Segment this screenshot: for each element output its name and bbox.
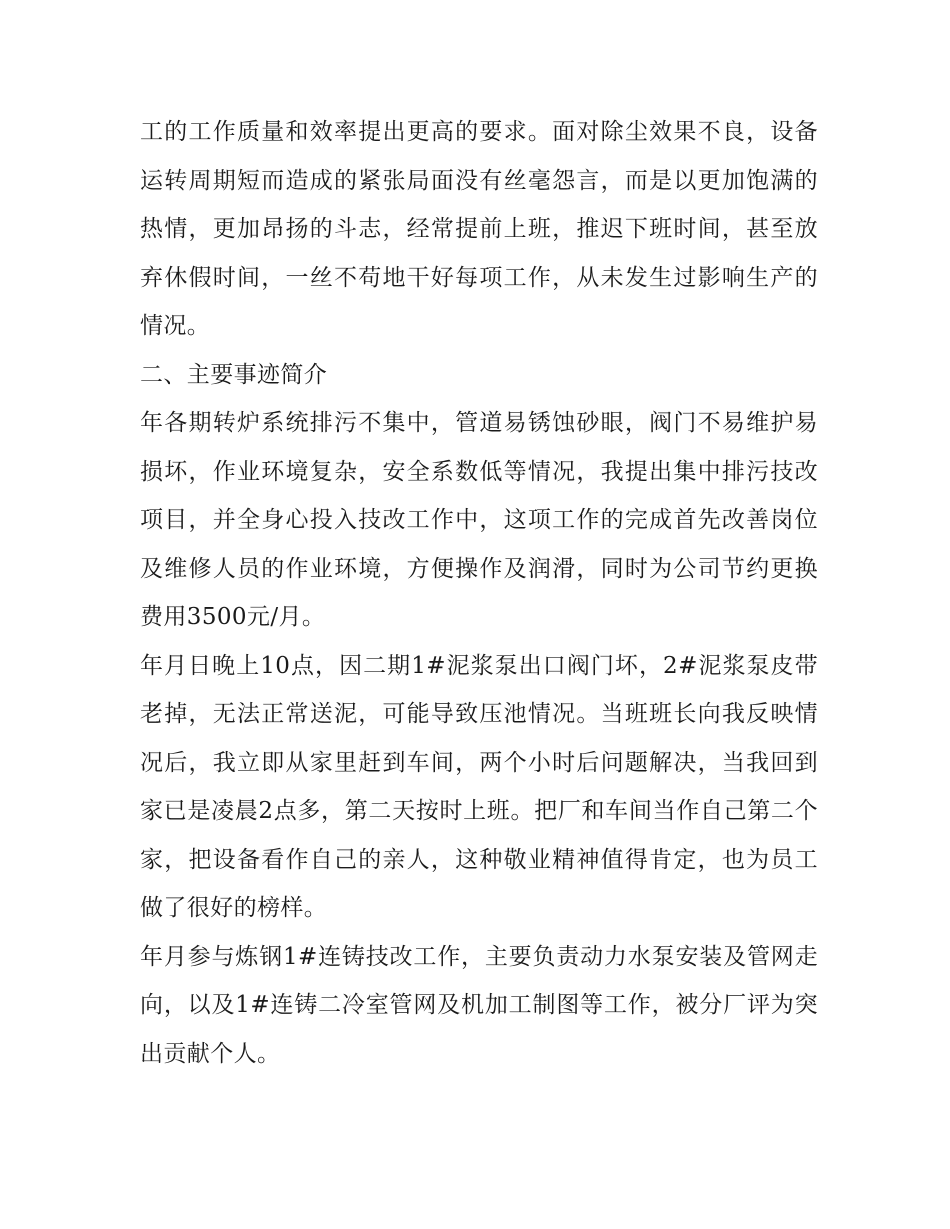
paragraph-work-attitude: 工的工作质量和效率提出更高的要求。面对除尘效果不良，设备运转周期短而造成的紧张局面没有丝毫怨言，而是以更加饱满的热情，更加昂扬的斗志，经常提前上班，推迟下班时间，甚至放弃休假时间，一丝不苟地干好每项工作，从未发生过影响生产的情况。 — [140, 119, 818, 339]
paragraph-drainage-project: 年各期转炉系统排污不集中，管道易锈蚀砂眼，阀门不易维护易损坏，作业环境复杂，安全系数低等情况，我提出集中排污技改项目，并全身心投入技改工作中，这项工作的完成首先改善岗位及维修人员的作业环境，方便操作及润滑，同时为公司节约更换费用3500元/月。 — [140, 410, 818, 630]
document-body — [140, 108, 818, 1078]
paragraph-caster-project: 年月参与炼钢1#连铸技改工作，主要负责动力水泵安装及管网走向，以及1#连铸二冷室管网及机加工制图等工作，被分厂评为突出贡献个人。 — [140, 943, 818, 1067]
section-heading-main-deeds: 二、主要事迹简介 — [140, 361, 328, 388]
paragraph-night-repair: 年月日晚上10点，因二期1#泥浆泵出口阀门坏，2#泥浆泵皮带老掉，无法正常送泥，可能导致压池情况。当班班长向我反映情况后，我立即从家里赶到车间，两个小时后问题解决，当我回到家已是凌晨2点多，第二天按时上班。把厂和车间当作自己第二个家，把设备看作自己的亲人，这种敬业精神值得肯定，也为员工做了很好的榜样。 — [140, 652, 818, 921]
